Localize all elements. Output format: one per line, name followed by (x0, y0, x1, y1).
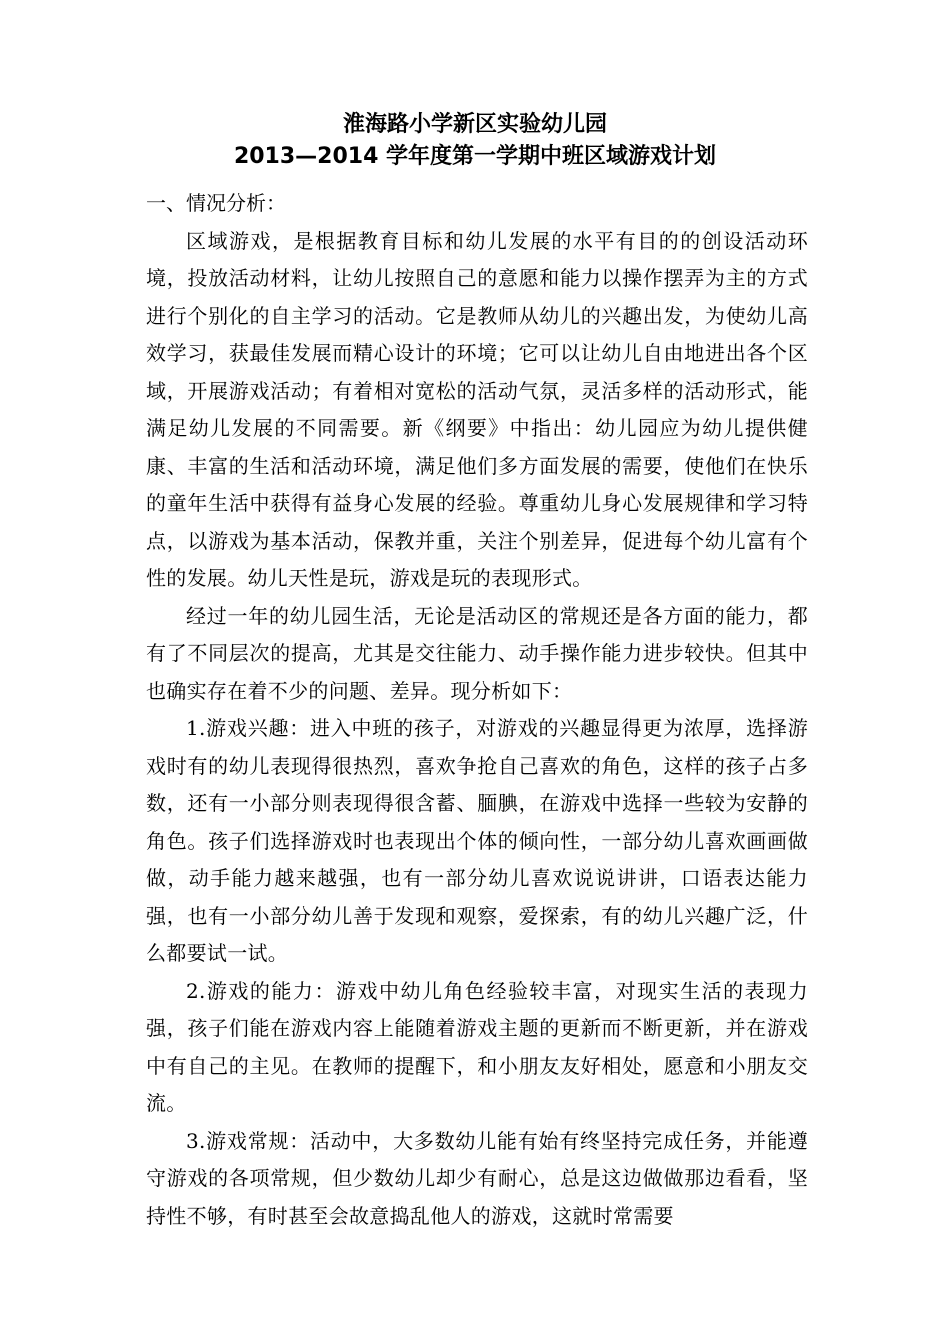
paragraph-game-ability: 2.游戏的能力：游戏中幼儿角色经验较丰富，对现实生活的表现力强，孩子们能在游戏内容上能随着游戏主题的更新而不断更新，并在游戏中有自己的主见。在教师的提醒下，和小朋友友好相处，愿意和小朋友交流。 (146, 978, 808, 1115)
document-body (146, 185, 808, 1235)
paragraph-game-interest: 1.游戏兴趣：进入中班的孩子，对游戏的兴趣显得更为浓厚，选择游戏时有的幼儿表现得很热烈，喜欢争抢自己喜欢的角色，这样的孩子占多数，还有一小部分则表现得很含蓄、腼腆，在游戏中选择一些较为安静的角色。孩子们选择游戏时也表现出个体的倾向性，一部分幼儿喜欢画画做做，动手能力越来越强，也有一部分幼儿喜欢说说讲讲，口语表达能力强，也有一小部分幼儿善于发现和观察，爱探索，有的幼儿兴趣广泛，什么都要试一试。 (146, 716, 808, 965)
document-title-plan: 2013—2014 学年度第一学期中班区域游戏计划 (233, 144, 717, 169)
paragraph-game-rules: 3.游戏常规：活动中，大多数幼儿能有始有终坚持完成任务，并能遵守游戏的各项常规，但少数幼儿却少有耐心，总是这边做做那边看看，坚持性不够，有时甚至会故意捣乱他人的游戏，这就时常需要 (146, 1128, 808, 1228)
section-heading-situation-analysis: 一、情况分析： (146, 191, 286, 215)
paragraph-regional-games-intro: 区域游戏，是根据教育目标和幼儿发展的水平有目的的创设活动环境，投放活动材料，让幼儿按照自己的意愿和能力以操作摆弄为主的方式进行个别化的自主学习的活动。它是教师从幼儿的兴趣出发，为使幼儿高效学习，获最佳发展而精心设计的环境；它可以让幼儿自由地进出各个区域，开展游戏活动；有着相对宽松的活动气氛，灵活多样的活动形式，能满足幼儿发展的不同需要。新《纲要》中指出：幼儿园应为幼儿提供健康、丰富的生活和活动环境，满足他们多方面发展的需要，使他们在快乐的童年生活中获得有益身心发展的经验。尊重幼儿身心发展规律和学习特点，以游戏为基本活动，保教并重，关注个别差异，促进每个幼儿富有个性的发展。幼儿天性是玩，游戏是玩的表现形式。 (146, 228, 808, 590)
paragraph-analysis-overview: 经过一年的幼儿园生活，无论是活动区的常规还是各方面的能力，都有了不同层次的提高，尤其是交往能力、动手操作能力进步较快。但其中也确实存在着不少的问题、差异。现分析如下： (146, 603, 808, 703)
document-title-school: 淮海路小学新区实验幼儿园 (342, 112, 607, 137)
